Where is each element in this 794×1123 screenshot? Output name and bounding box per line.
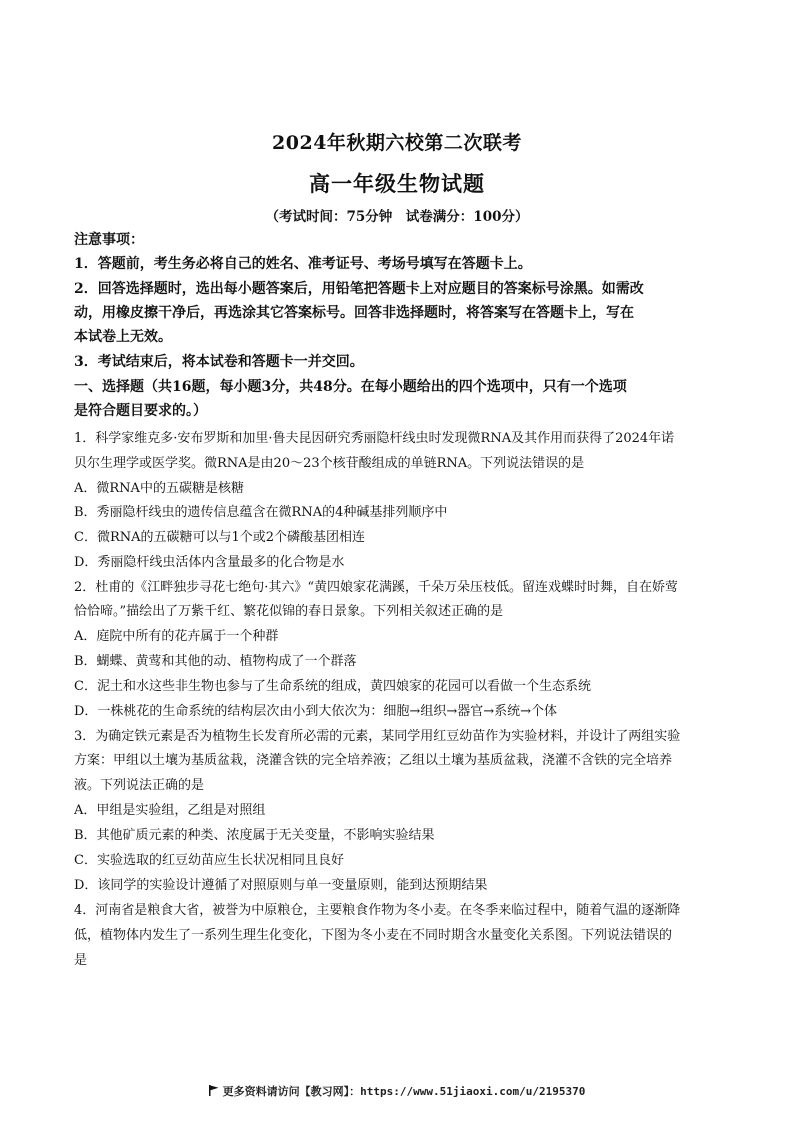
footer-link[interactable]: 更多资料请访问【教习网】：https://www.51jiaoxi.com/u/2195370 [222,1085,586,1098]
q1-option-c: C．微RNA的五碳糖可以与1个或2个磷酸基团相连 [74,530,366,545]
q2-stem-line-2: 恰恰啼。”描绘出了万紫千红、繁花似锦的春日景象。下列相关叙述正确的是 [74,604,504,619]
notes-heading: 注意事项： [74,232,144,248]
q3-stem-line-3: 液。下列说法正确的是 [74,778,205,793]
q1-option-b: B．秀丽隐杆线虫的遗传信息蕴含在微RNA的4种碱基排列顺序中 [74,505,448,520]
q2-option-d: D．一株桃花的生命系统的结构层次由小到大依次为：细胞→组织→器官→系统→个体 [74,704,557,719]
q3-stem-line-2: 方案：甲组以土壤为基质盆栽，浇灌含铁的完全培养液；乙组以土壤为基质盆栽，浇灌不含铁的完全培养 [74,753,673,768]
footer [0,1083,794,1099]
q2-option-b: B．蝴蝶、黄莺和其他的动、植物构成了一个群落 [74,654,357,669]
q3-option-c: C．实验选取的红豆幼苗应生长状况相同且良好 [74,853,344,868]
exam-title: 2024年秋期六校第二次联考 [272,132,522,154]
exam-subtitle: 高一年级生物试题 [309,171,485,196]
q1-stem-line-1: 1．科学家维克多·安布罗斯和加里·鲁夫昆因研究秀丽隐杆线虫时发现微RNA及其作用而获得了2024年诺 [74,431,675,446]
note-2-line-2: 动，用橡皮擦干净后，再选涂其它答案标号。回答非选择题时，将答案写在答题卡上，写在 [74,305,634,321]
section-heading-line-2: 是符合题目要求的。） [74,403,207,419]
q2-option-a: A．庭院中所有的花卉属于一个种群 [74,629,279,644]
q3-option-d: D．该同学的实验设计遵循了对照原则与单一变量原则，能到达预期结果 [74,878,488,893]
q4-stem-line-3: 是 [74,953,88,968]
q3-option-a: A．甲组是实验组，乙组是对照组 [74,803,266,818]
q3-option-b: B．其他矿质元素的种类、浓度属于无关变量，不影响实验结果 [74,828,435,843]
q4-stem-line-2: 低，植物体内发生了一系列生理生化变化，下图为冬小麦在不同时期含水量变化关系图。下列说法错误的 [74,928,673,943]
q1-stem-line-2: 贝尔生理学或医学奖。微RNA是由20～23个核苷酸组成的单链RNA。下列说法错误的是 [74,456,585,471]
q4-stem-line-1: 4．河南省是粮食大省，被誉为中原粮仓，主要粮食作物为冬小麦。在冬季来临过程中，随着气温的逐渐降 [74,903,681,918]
q3-stem-line-1: 3．为确定铁元素是否为植物生长发育所必需的元素，某同学用红豆幼苗作为实验材料，并设计了两组实验 [74,729,681,744]
section-heading-line-1: 一、选择题（共16题，每小题3分，共48分。在每小题给出的四个选项中，只有一个选项 [74,379,627,395]
q2-option-c: C．泥土和水这些非生物也参与了生命系统的组成，黄四娘家的花园可以看做一个生态系统 [74,679,591,694]
note-2-line-3: 本试卷上无效。 [74,329,172,345]
note-2-line-1: 2．回答选择题时，选出每小题答案后，用铅笔把答题卡上对应题目的答案标号涂黑。如需改 [74,281,644,297]
q1-option-a: A．微RNA中的五碳糖是核糖 [74,481,244,496]
note-3: 3．考试结束后，将本试卷和答题卡一并交回。 [74,354,364,370]
exam-info: （考试时间：75分钟 试卷满分：100分） [265,209,529,225]
note-1: 1．答题前，考生务必将自己的姓名、准考证号、考场号填写在答题卡上。 [74,256,532,272]
flag-icon [209,1085,219,1096]
q2-stem-line-1: 2．杜甫的《江畔独步寻花七绝句·其六》“黄四娘家花满蹊，千朵万朵压枝低。留连戏蝶时时舞，自在娇莺 [74,580,679,595]
q1-option-d: D．秀丽隐杆线虫活体内含量最多的化合物是水 [74,555,345,570]
